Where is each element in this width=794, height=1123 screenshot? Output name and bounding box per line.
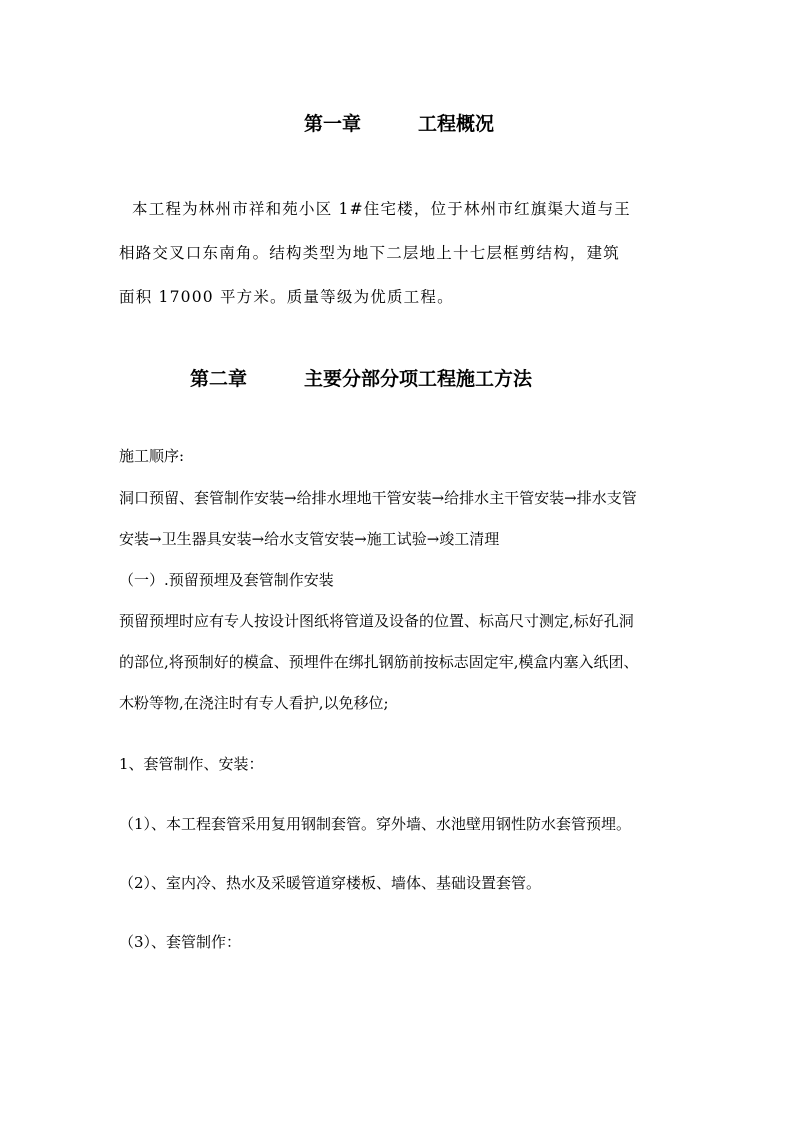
sequence-label: 施工顺序: xyxy=(119,447,185,465)
chapter1-paragraph-line-1: 本工程为林州市祥和苑小区 1#住宅楼，位于林州市红旗渠大道与王 xyxy=(132,200,631,218)
subitem-1: （1）、本工程套管采用复用钢制套管。穿外墙、水池壁用钢性防水套管预埋。 xyxy=(119,815,632,833)
chapter2-number: 第二章 xyxy=(190,368,248,390)
subitem-2: （2）、室内冷、热水及采暖管道穿楼板、墙体、基础设置套管。 xyxy=(119,874,542,892)
item1-title: 1、套管制作、安装： xyxy=(119,755,264,773)
sequence-line-1: 洞口预留、套管制作安装→给排水埋地干管安装→给排水主干管安装→排水支管 xyxy=(119,489,637,507)
section1-line-3: 木粉等物,在浇注时有专人看护,以免移位; xyxy=(119,694,389,712)
chapter1-heading xyxy=(304,112,494,136)
subitem-3: （3）、套管制作： xyxy=(119,933,242,951)
sequence-line-2: 安装→卫生器具安装→给水支管安装→施工试验→竣工清理 xyxy=(119,530,500,548)
chapter1-paragraph-line-2: 相路交叉口东南角。结构类型为地下二层地上十七层框剪结构，建筑 xyxy=(119,244,621,262)
section1-title: （一）.预留预埋及套管制作安装 xyxy=(119,571,334,589)
chapter1-paragraph-line-3: 面积 17000 平方米。质量等级为优质工程。 xyxy=(119,288,454,306)
chapter2-title: 主要分部分项工程施工方法 xyxy=(304,368,533,390)
chapter2-heading xyxy=(190,367,532,391)
chapter1-title: 工程概况 xyxy=(418,113,495,135)
section1-line-2: 的部位,将预制好的模盒、预埋件在绑扎钢筋前按标志固定牢,模盒内塞入纸团、 xyxy=(119,653,639,671)
section1-line-1: 预留预埋时应有专人按设计图纸将管道及设备的位置、标高尺寸测定,标好孔洞 xyxy=(119,612,634,630)
chapter1-number: 第一章 xyxy=(304,113,362,135)
